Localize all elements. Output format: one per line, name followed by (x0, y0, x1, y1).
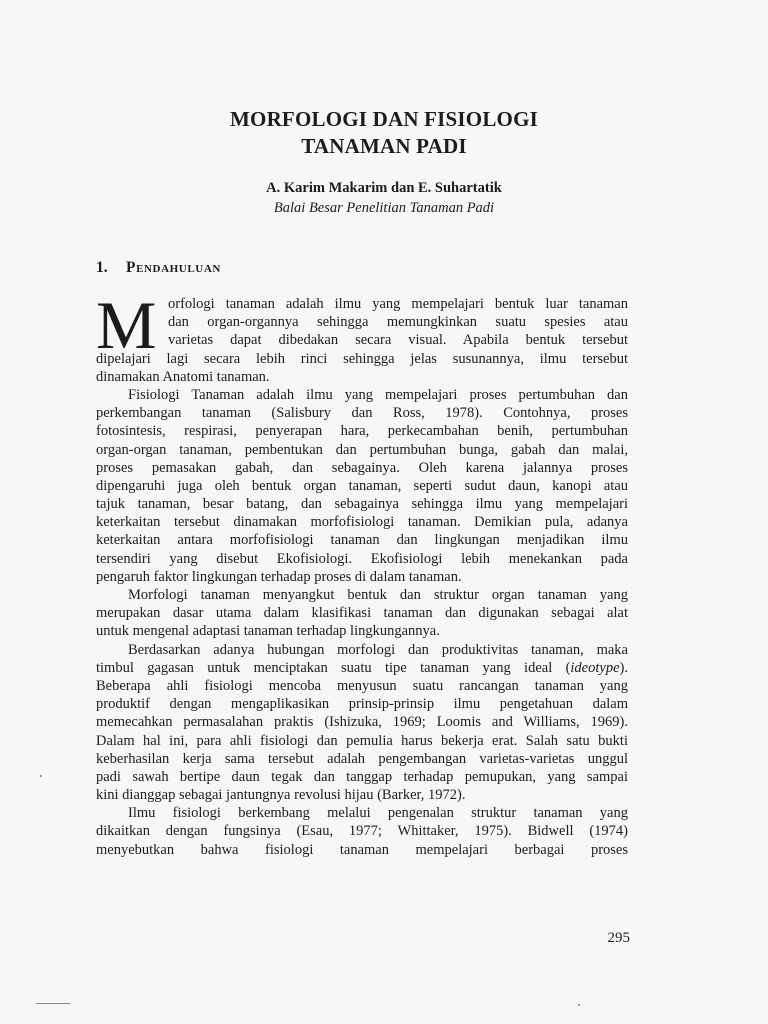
text-line: Ilmu fisiologi berkembang melalui pengenalan struktur tanaman yang (128, 805, 628, 822)
text-line: organ-organ tanaman, pembentukan dan pertumbuhan bunga, gabah dan malai, (96, 441, 628, 458)
text-line: timbul gagasan untuk menciptakan suatu tipe tanaman yang ideal (ideotype). (96, 659, 628, 676)
drop-cap: M (96, 287, 157, 363)
text-line: kini dianggap sebagai jantungnya revolusi hijau (Barker, 1972). (96, 787, 466, 804)
scan-speck (40, 775, 42, 777)
text-line: tajuk tanaman, besar batang, dan sebagainya sehingga ilmu yang mempelajari (96, 496, 628, 513)
text-line: pengaruh faktor lingkungan terhadap proses di dalam tanaman. (96, 568, 462, 585)
scan-mark-rule (36, 1003, 70, 1004)
section-title: Pendahuluan (126, 259, 221, 276)
text-line: dipelajari lagi secara lebih rinci sehingga jelas susunannya, ilmu tersebut (96, 350, 628, 367)
text-line: dinamakan Anatomi tanaman. (96, 368, 270, 385)
text-line: Berdasarkan adanya hubungan morfologi dan produktivitas tanaman, maka (128, 641, 628, 658)
text-line: Dalam hal ini, para ahli fisiologi dan pemulia harus bekerja erat. Salah satu bukti (96, 732, 628, 749)
title-line: MORFOLOGI DAN FISIOLOGI (230, 107, 538, 131)
paragraph-2 (96, 386, 628, 586)
text-line: keberhasilan kerja sama tersebut adalah pengembangan varietas-varietas unggul (96, 750, 628, 767)
page-number: 295 (607, 930, 630, 946)
paragraph-3 (96, 586, 628, 641)
text-line: Fisiologi Tanaman adalah ilmu yang mempelajari proses pertumbuhan dan (128, 386, 628, 403)
paragraph-4 (96, 641, 628, 805)
text-line: Beberapa ahli fisiologi mencoba menyusun suatu rancangan tanaman yang (96, 677, 628, 694)
text-line: merupakan dasar utama dalam klasifikasi tanaman dan digunakan sebagai alat (96, 605, 628, 622)
text-line: memecahkan permasalahan praktis (Ishizuka, 1969; Loomis and Williams, 1969). (96, 714, 628, 731)
text-line: produktif dengan mengaplikasikan prinsip-prinsip ilmu pengetahuan dalam (96, 696, 628, 713)
text-line: varietas dapat dibedakan secara visual. Apabila bentuk tersebut (168, 332, 628, 349)
italic-term: ideotype (570, 659, 620, 676)
section-number: 1. (96, 259, 108, 276)
text-line: fotosintesis, respirasi, penyerapan hara, perkecambahan benih, pertumbuhan (96, 423, 628, 440)
author-names: A. Karim Makarim dan E. Suhartatik (266, 180, 502, 196)
text-line: perkembangan tanaman (Salisbury dan Ross, 1978). Contohnya, proses (96, 405, 628, 422)
body-text (96, 287, 628, 859)
text-line: tersendiri yang disebut Ekofisiologi. Ekofisiologi lebih menekankan pada (96, 550, 628, 567)
text-line: orfologi tanaman adalah ilmu yang mempelajari bentuk luar tanaman (168, 296, 628, 312)
text-line: keterkaitan tersebut dinamakan morfofisiologi tanaman. Demikian pula, adanya (96, 514, 628, 531)
text-line: padi sawah bertipe daun tegak dan tanggap terhadap pemupukan, yang sampai (96, 768, 628, 785)
text-line: dipengaruhi juga oleh bentuk organ tanaman, seperti sudut daun, kanopi atau (96, 477, 628, 494)
title-line: TANAMAN PADI (301, 134, 467, 158)
text-line: proses pemasakan gabah, dan sebagainya. Oleh karena jalannya proses (96, 459, 628, 476)
paragraph-5 (96, 804, 628, 859)
author-affiliation: Balai Besar Penelitian Tanaman Padi (273, 200, 495, 216)
text-line: untuk mengenal adaptasi tanaman terhadap lingkungannya. (96, 623, 440, 640)
section-heading (96, 258, 221, 278)
text-line: dikaitkan dengan fungsinya (Esau, 1977; Whittaker, 1975). Bidwell (1974) (96, 823, 628, 840)
text-line: menyebutkan bahwa fisiologi tanaman mempelajari berbagai proses (96, 841, 628, 858)
paragraph-1 (96, 287, 628, 386)
text-line: keterkaitan antara morfofisiologi tanaman dan lingkungan menjadikan ilmu (96, 532, 628, 549)
scan-speck (578, 1004, 580, 1006)
paper-title (0, 106, 768, 160)
text-line: dan organ-organnya sehingga memungkinkan suatu spesies atau (168, 314, 628, 331)
text-line: Morfologi tanaman menyangkut bentuk dan struktur organ tanaman yang (128, 587, 628, 603)
